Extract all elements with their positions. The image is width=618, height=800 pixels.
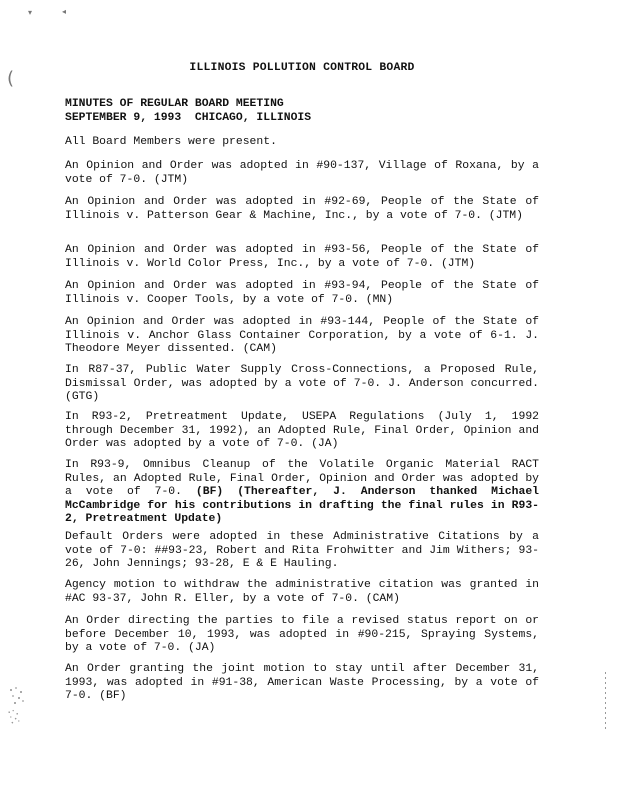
document-title: ILLINOIS POLLUTION CONTROL BOARD [189,62,415,74]
minutes-paragraph: An Opinion and Order was adopted in #93-94, People of the State of Illinois v. Cooper Tools, by a vote of 7-0. (MN) [65,280,539,306]
minutes-paragraph: An Order directing the parties to file a revised status report on or before December 10, 1993, was adopted in #90-215, Spraying Systems, by a vote of 7-0. (JA) [65,615,539,655]
scan-mark: ◂ [62,7,67,16]
paragraph-bold-text: (BF) (Thereafter, J. Anderson thanked Michael McCambridge for his contributions in drafting the final rules in R93-2, Pretreatment Update) [65,486,539,526]
meeting-heading [65,98,311,125]
minutes-paragraph [65,459,539,527]
minutes-paragraph: In R87-37, Public Water Supply Cross-Connections, a Proposed Rule, Dismissal Order, was adopted by a vote of 7-0. J. Anderson concurred. (GTG) [65,364,539,404]
minutes-paragraph: An Opinion and Order was adopted in #93-56, People of the State of Illinois v. World Color Press, Inc., by a vote of 7-0. (JTM) [65,244,539,270]
minutes-paragraph: An Order granting the joint motion to stay until after December 31, 1993, was adopted in #91-38, American Waste Processing, by a vote of 7-0. (BF) [65,663,539,703]
minutes-paragraph: Default Orders were adopted in these Administrative Citations by a vote of 7-0: ##93-23, Robert and Rita Frohwitter and Jim Withers; 93-26, John Jennings; 93-28, E & E Hauling. [65,531,539,571]
scan-edge-line [605,672,606,732]
heading-line-2: SEPTEMBER 9, 1993 CHICAGO, ILLINOIS [65,111,312,124]
scan-mark: ▾ [28,8,33,17]
minutes-paragraph: Agency motion to withdraw the administrative citation was granted in #AC 93-37, John R. Eller, by a vote of 7-0. (CAM) [65,579,539,605]
minutes-paragraph: An Opinion and Order was adopted in #93-144, People of the State of Illinois v. Anchor Glass Container Corporation, by a vote of 6-1. J. Theodore Meyer dissented. (CAM) [65,316,539,356]
scan-speckle [8,686,26,706]
minutes-paragraph: All Board Members were present. [65,136,277,148]
minutes-paragraph: An Opinion and Order was adopted in #92-69, People of the State of Illinois v. Patterson Gear & Machine, Inc., by a vote of 7-0. (JTM) [65,196,539,222]
scan-speckle [7,709,21,725]
minutes-paragraph: In R93-2, Pretreatment Update, USEPA Regulations (July 1, 1992 through December 31, 1992), an Adopted Rule, Final Order, Opinion and Order was adopted by a vote of 7-0. (JA) [65,411,539,451]
minutes-paragraph: An Opinion and Order was adopted in #90-137, Village of Roxana, by a vote of 7-0. (JTM) [65,160,539,186]
paragraph-text: In R93-9, Omnibus Cleanup of the Volatile Organic Material RACT Rules, an Adopted Rule, Final Order, Opinion and Order was adopted by a vote of 7-0. [65,459,539,499]
scan-mark: ( [7,68,15,89]
heading-line-1: MINUTES OF REGULAR BOARD MEETING [65,98,284,110]
